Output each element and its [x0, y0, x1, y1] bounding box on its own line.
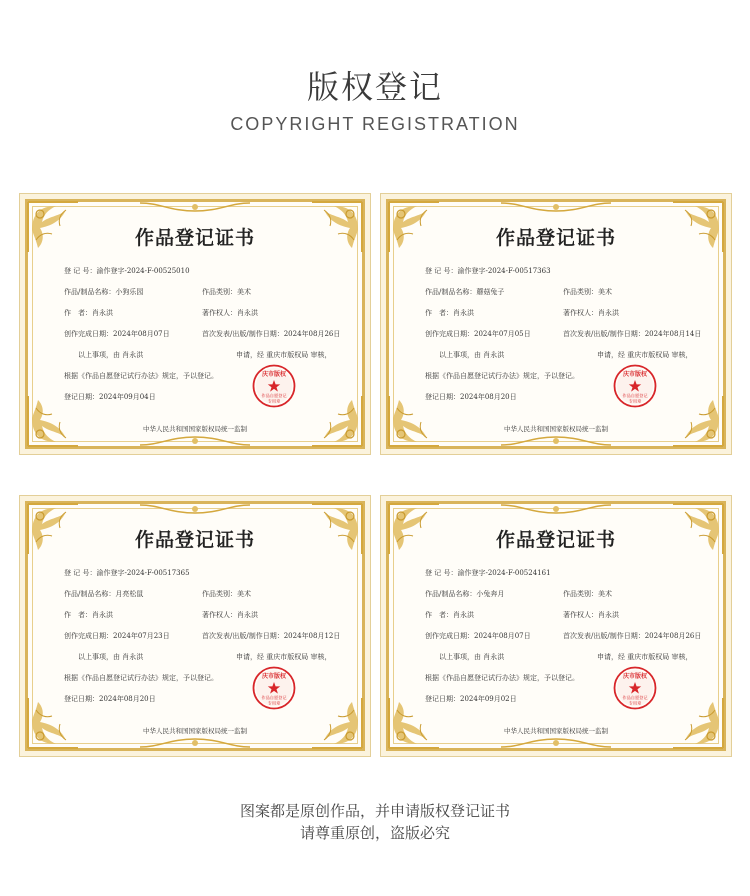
bottom-ornament	[140, 737, 250, 749]
copyright-owner: 著作权人：肖永洪	[563, 611, 619, 619]
author: 作 者：肖永洪	[64, 309, 113, 317]
bottom-ornament	[501, 435, 611, 447]
registration-date: 登记日期：2024年09月04日	[64, 393, 156, 401]
certificate-footer: 中华人民共和国国家版权局统一监制	[504, 425, 608, 433]
top-ornament	[501, 201, 611, 213]
corner-ornament	[310, 394, 364, 448]
seal-top-text: 庆市版权	[261, 371, 287, 378]
publish-date: 首次发表/出版/制作日期：2024年08月14日	[563, 330, 702, 338]
matter-text: 以上事项，由 肖永洪	[78, 351, 144, 359]
certificate-footer: 中华人民共和国国家版权局统一监制	[143, 727, 247, 735]
certificate-card	[19, 193, 371, 455]
top-ornament	[501, 503, 611, 515]
bottom-ornament	[140, 435, 250, 447]
certificate-footer: 中华人民共和国国家版权局统一监制	[504, 727, 608, 735]
registration-number: 登 记 号：渝作登字-2024-F-00517363	[425, 267, 551, 275]
apply-text: 申请，经 重庆市版权局 审核，	[236, 653, 332, 661]
certificate-heading: 作品登记证书	[495, 529, 616, 551]
corner-ornament	[310, 696, 364, 750]
corner-ornament	[26, 696, 80, 750]
page-subtitle: COPYRIGHT REGISTRATION	[230, 114, 520, 134]
top-ornament	[140, 503, 250, 515]
seal-top-text: 庆市版权	[622, 673, 648, 680]
work-type: 作品类别：美术	[563, 590, 612, 598]
certificate-card	[19, 495, 371, 757]
certificate-footer: 中华人民共和国国家版权局统一监制	[143, 425, 247, 433]
work-name: 作品/制品名称：月亮松鼠	[64, 590, 144, 598]
bottom-note-line1: 图案都是原创作品，并申请版权登记证书	[239, 802, 510, 820]
copyright-owner: 著作权人：肖永洪	[563, 309, 619, 317]
official-seal	[613, 666, 657, 710]
seal-mid-text: 作品自愿登记	[622, 393, 648, 398]
corner-ornament	[26, 394, 80, 448]
certificate-heading: 作品登记证书	[134, 227, 255, 249]
work-name: 作品/制品名称：小狗乐园	[64, 288, 144, 296]
creation-date: 创作完成日期：2024年08月07日	[64, 330, 170, 338]
certificate-heading: 作品登记证书	[495, 227, 616, 249]
certificate-card	[380, 193, 732, 455]
registration-date: 登记日期：2024年08月20日	[64, 695, 156, 703]
registration-date: 登记日期：2024年09月02日	[425, 695, 517, 703]
creation-date: 创作完成日期：2024年07月05日	[425, 330, 531, 338]
official-seal	[252, 666, 296, 710]
author: 作 者：肖永洪	[425, 309, 474, 317]
seal-top-text: 庆市版权	[622, 371, 648, 378]
copyright-owner: 著作权人：肖永洪	[202, 611, 258, 619]
basis-text: 根据《作品自愿登记试行办法》规定，予以登记。	[425, 674, 579, 682]
basis-text: 根据《作品自愿登记试行办法》规定，予以登记。	[64, 372, 218, 380]
matter-text: 以上事项，由 肖永洪	[78, 653, 144, 661]
apply-text: 申请，经 重庆市版权局 审核，	[597, 351, 693, 359]
apply-text: 申请，经 重庆市版权局 审核，	[597, 653, 693, 661]
seal-bottom-text: 专用章	[628, 700, 642, 706]
corner-ornament	[671, 394, 725, 448]
top-ornament	[140, 201, 250, 213]
work-name: 作品/制品名称：蘑菇兔子	[425, 288, 505, 296]
seal-mid-text: 作品自愿登记	[622, 695, 648, 700]
author: 作 者：肖永洪	[425, 611, 474, 619]
work-type: 作品类别：美术	[202, 590, 251, 598]
author: 作 者：肖永洪	[64, 611, 113, 619]
copyright-owner: 著作权人：肖永洪	[202, 309, 258, 317]
matter-text: 以上事项，由 肖永洪	[439, 351, 505, 359]
creation-date: 创作完成日期：2024年07月23日	[64, 632, 170, 640]
official-seal	[252, 364, 296, 408]
bottom-ornament	[501, 737, 611, 749]
page-title: 版权登记	[306, 68, 443, 106]
registration-number: 登 记 号：渝作登字-2024-F-00525010	[64, 267, 190, 275]
registration-number: 登 记 号：渝作登字-2024-F-00524161	[425, 569, 551, 577]
creation-date: 创作完成日期：2024年08月07日	[425, 632, 531, 640]
bottom-note-line2: 请尊重原创，盗版必究	[299, 824, 450, 842]
seal-bottom-text: 专用章	[628, 398, 642, 404]
basis-text: 根据《作品自愿登记试行办法》规定，予以登记。	[425, 372, 579, 380]
work-type: 作品类别：美术	[202, 288, 251, 296]
matter-text: 以上事项，由 肖永洪	[439, 653, 505, 661]
certificate-card	[380, 495, 732, 757]
publish-date: 首次发表/出版/制作日期：2024年08月26日	[202, 330, 341, 338]
seal-bottom-text: 专用章	[267, 700, 281, 706]
registration-date: 登记日期：2024年08月20日	[425, 393, 517, 401]
seal-mid-text: 作品自愿登记	[261, 393, 287, 398]
official-seal	[613, 364, 657, 408]
corner-ornament	[387, 394, 441, 448]
seal-mid-text: 作品自愿登记	[261, 695, 287, 700]
publish-date: 首次发表/出版/制作日期：2024年08月12日	[202, 632, 341, 640]
basis-text: 根据《作品自愿登记试行办法》规定，予以登记。	[64, 674, 218, 682]
work-name: 作品/制品名称：小兔奔月	[425, 590, 505, 598]
work-type: 作品类别：美术	[563, 288, 612, 296]
corner-ornament	[387, 696, 441, 750]
corner-ornament	[671, 696, 725, 750]
apply-text: 申请，经 重庆市版权局 审核，	[236, 351, 332, 359]
seal-top-text: 庆市版权	[261, 673, 287, 680]
seal-bottom-text: 专用章	[267, 398, 281, 404]
registration-number: 登 记 号：渝作登字-2024-F-00517365	[64, 569, 190, 577]
certificate-heading: 作品登记证书	[134, 529, 255, 551]
publish-date: 首次发表/出版/制作日期：2024年08月26日	[563, 632, 702, 640]
